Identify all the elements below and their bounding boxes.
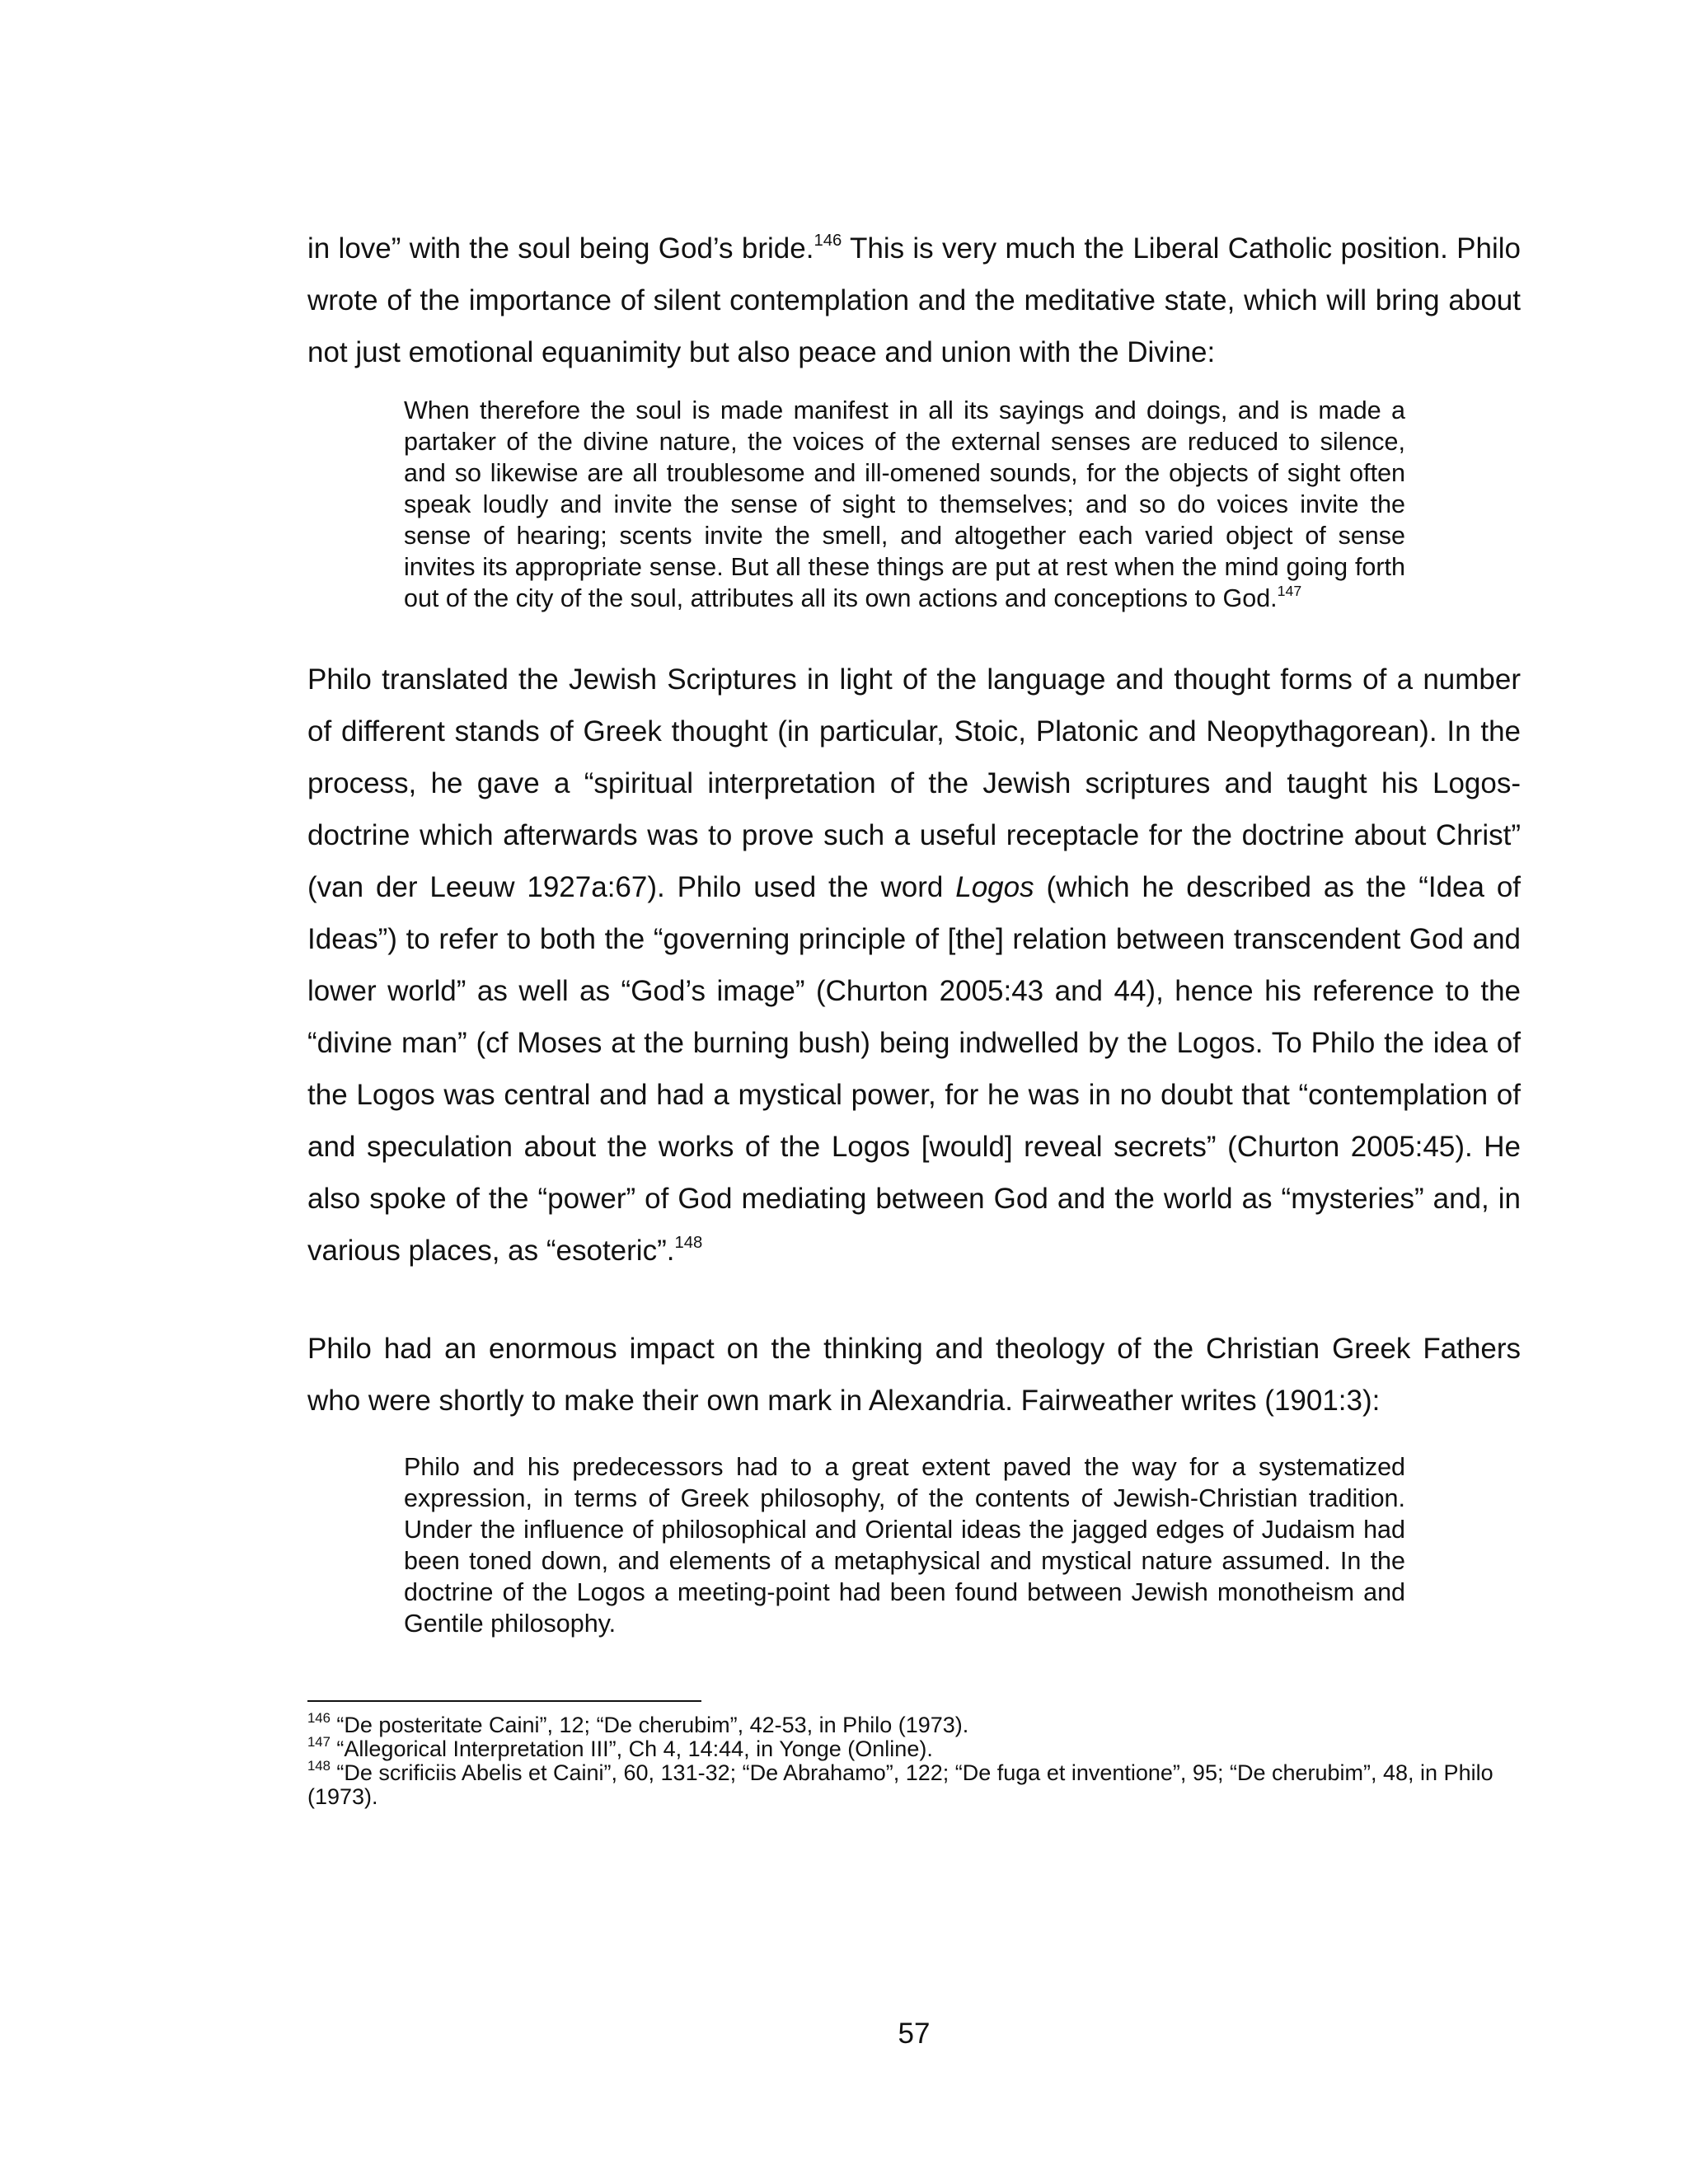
footnote-text: “De scrificiis Abelis et Caini”, 60, 131-32; “De Abrahamo”, 122; “De fuga et inventione”, 95; “De cherubim”, 48, in Philo (1973). (307, 1760, 1493, 1809)
footnote-divider (307, 1700, 701, 1702)
footnote-148 (307, 1758, 1521, 1809)
block-quote-2: Philo and his predecessors had to a great extent paved the way for a systematized expression, in terms of Greek philosophy, of the contents of Jewish-Christian tradition. Under the influence of philosophical and Oriental ideas the jagged edges of Judaism had been toned down, and elements of a metaphysical and mystical nature assumed. In the doctrine of the Logos a meeting-point had been found between Jewish monotheism and Gentile philosophy. (404, 1453, 1405, 1638)
logos-term: Logos (955, 871, 1034, 903)
block-quote-1 (404, 395, 1405, 614)
body-paragraph-1 (307, 223, 1521, 378)
quote-1-text: When therefore the soul is made manifest in all its sayings and doings, and is made a partaker of the divine nature, the voices of the external senses are reduced to silence, and so likewise are all troublesome and ill-omened sounds, for the objects of sight often speak loudly and invite the sense of sight to themselves; and so do voices invite the sense of hearing; scents invite the smell, and altogether each varied object of sense invites its appropriate sense. But all these things are put at rest when the mind going forth out of the city of the soul, attributes all its own actions and conceptions to God. (404, 396, 1405, 612)
paragraph-2-text-b: (which he described as the “Idea of Ideas”) to refer to both the “governing principle of [the] relation between transcendent God and lower world” as well as “God’s image” (Churton 2005:43 and 44), hence his reference to the “divine man” (cf Moses at the burning bush) being indwelled by the Logos. To Philo the idea of the Logos was central and had a mystical power, for he was in no doubt that “contemplation of and speculation about the works of the Logos [would] reveal secrets” (Churton 2005:45). He also spoke of the “power” of God mediating between God and the world as “mysteries” and, in various places, as “esoteric”. (307, 871, 1522, 1267)
footnote-146 (307, 1710, 1521, 1737)
paragraph-1-text-b: This is very much the Liberal Catholic position. Philo wrote of the importance of silent contemplation and the meditative state, which will bring about not just emotional equanimity but also peace and union with the Divine: (307, 232, 1521, 368)
footnotes-section (307, 1710, 1521, 1809)
footnote-ref-147[interactable]: 147 (1277, 582, 1302, 599)
footnote-text: “De posteritate Caini”, 12; “De cherubim”, 42-53, in Philo (1973). (330, 1713, 969, 1737)
footnote-text: “Allegorical Interpretation III”, Ch 4, 14:44, in Yonge (Online). (330, 1736, 933, 1761)
footnote-number: 147 (307, 1734, 331, 1750)
footnote-ref-146[interactable]: 146 (814, 231, 842, 250)
paragraph-1-text-a: in love” with the soul being God’s bride. (307, 232, 814, 265)
footnote-ref-148[interactable]: 148 (674, 1233, 703, 1252)
page-content (307, 223, 1521, 1809)
page-number: 57 (898, 2018, 931, 2050)
body-paragraph-2 (307, 654, 1521, 1277)
body-paragraph-3: Philo had an enormous impact on the thinking and theology of the Christian Greek Fathers who were shortly to make their own mark in Alexandria. Fairweather writes (1901:3): (307, 1333, 1521, 1417)
footnote-number: 148 (307, 1758, 331, 1774)
paragraph-2-text-a: Philo translated the Jewish Scriptures in light of the language and thought forms of a number of different stands of Greek thought (in particular, Stoic, Platonic and Neopythagorean). In the process, he gave a “spiritual interpretation of the Jewish scriptures and taught his Logos-doctrine which afterwards was to prove such a useful receptacle for the doctrine about Christ” (van der Leeuw 1927a:67). Philo used the word (307, 663, 1521, 903)
footnote-number: 146 (307, 1710, 331, 1726)
footnote-147 (307, 1734, 1521, 1761)
